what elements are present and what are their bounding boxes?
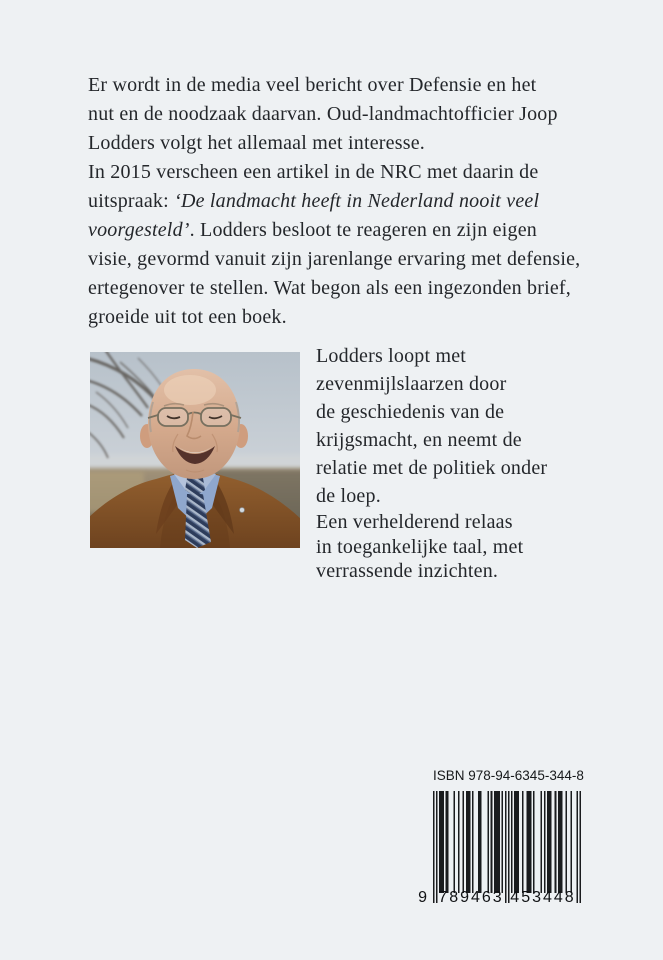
barcode-digit-lead: 9 (418, 889, 427, 906)
isbn-label: ISBN 978-94-6345-344-8 (433, 768, 584, 783)
barcode-digits-left: 789463 (438, 889, 504, 906)
lapel-pin (240, 508, 245, 513)
blurb-line (88, 187, 580, 216)
blurb-line: groeide uit tot een boek. (88, 306, 287, 328)
barcode-bars (433, 791, 582, 904)
author-photo-art (90, 352, 300, 548)
blurb-line: ertegenover te stellen. Wat begon als een ingezonden brief, (88, 277, 571, 299)
blurb-segment: uitspraak: (88, 190, 175, 212)
blurb-line: verrassende inzichten. (316, 560, 499, 582)
quote-segment: voorgesteld’ (88, 219, 190, 241)
blurb-segment: . Lodders besloot te reageren en zijn eigen (189, 219, 537, 241)
blurb-line: de geschiedenis van de (316, 401, 505, 423)
isbn-barcode (418, 791, 582, 913)
blurb-line: In 2015 verscheen een artikel in de NRC met daarin de (88, 161, 539, 183)
blurb-line: krijgsmacht, en neemt de (316, 429, 522, 451)
barcode-digits-right: 453448 (510, 889, 576, 906)
blurb-line: visie, gevormd vanuit zijn jarenlange ervaring met defensie, (88, 248, 581, 270)
blurb-line: Lodders volgt het allemaal met interesse. (88, 132, 425, 154)
blurb-line: zevenmijlslaarzen door (316, 373, 507, 395)
author-photo (90, 352, 300, 548)
quote-segment: ‘De landmacht heeft in Nederland nooit veel (174, 190, 540, 212)
blurb-line: Er wordt in de media veel bericht over Defensie en het (88, 74, 537, 96)
back-cover-blurb (88, 71, 580, 332)
blurb-line (88, 216, 580, 245)
blurb-line: nut en de noodzaak daarvan. Oud-landmachtofficier Joop (88, 103, 558, 125)
blurb-line: de loep. (316, 485, 381, 507)
blurb-line: Een verhelderend relaas (316, 511, 513, 533)
blurb-line: relatie met de politiek onder (316, 457, 548, 479)
photo-side-blurb (316, 342, 547, 584)
blurb-line: Lodders loopt met (316, 345, 467, 367)
blurb-line: in toegankelijke taal, met (316, 535, 524, 558)
